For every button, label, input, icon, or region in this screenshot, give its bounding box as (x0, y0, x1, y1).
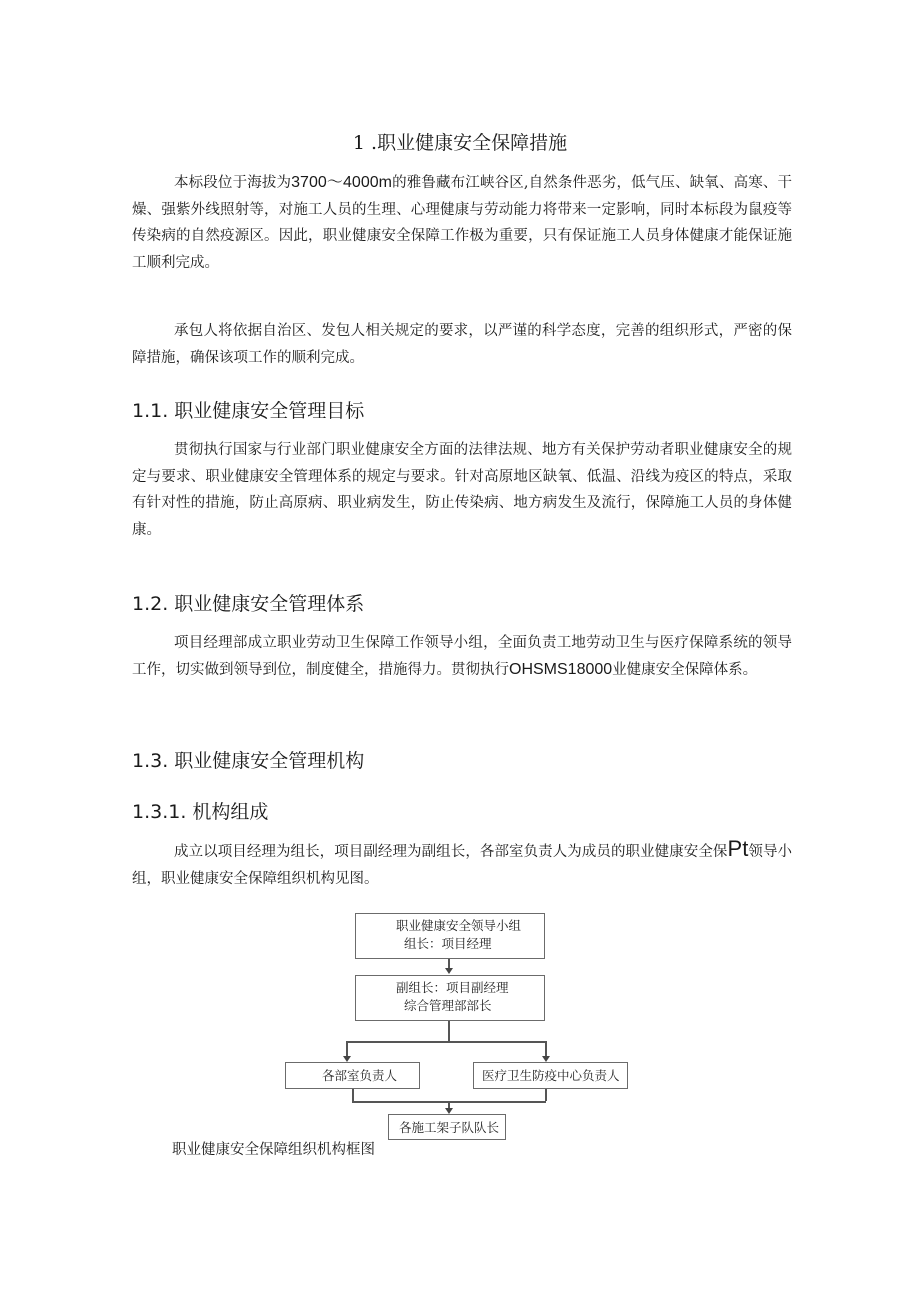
org-box-leadership-group (355, 913, 545, 959)
stray-pt-text: Pt (727, 836, 749, 861)
org-box-department-heads: 各部室负责人 (285, 1062, 420, 1089)
connector-mid (448, 1021, 450, 1041)
section-1-2-body (132, 630, 792, 683)
intro-paragraph-1 (132, 170, 792, 276)
section-1-3-1-heading: 1.3.1. 机构组成 (132, 801, 269, 823)
section-1-3-1-text-b: 领导小组，职业健康安全保障组织机构见图。 (132, 844, 793, 887)
org-chart (280, 905, 640, 1145)
org-box-team-leaders: 各施工架子队队长 (388, 1114, 506, 1140)
page-title: 1 .职业健康安全保障措施 (352, 132, 568, 154)
org-box-leadership-head: 组长：项目经理 (404, 936, 492, 951)
section-1-3-1-text-a: 成立以项目经理为组长，项目副经理为副组长，各部室负责人为成员的职业健康安全保 (174, 844, 728, 860)
connector-branch (346, 1041, 546, 1043)
figure-caption: 职业健康安全保障组织机构框图 (172, 1142, 375, 1158)
section-1-2-text-b: 业健康安全保障体系。 (612, 661, 758, 678)
org-box-medical-center: 医疗卫生防疫中心负责人 (473, 1062, 628, 1089)
section-1-2-heading: 1.2. 职业健康安全管理体系 (132, 593, 365, 615)
connector-left-down (352, 1089, 354, 1101)
intro-text-b: 的雅鲁藏布江峡谷区,自然条件恶劣，低气压、缺氧、高寒、干燥、强紫外线照射等，对施工人员的生理、心理健康与劳动能力将带来一定影响，同时本标段为鼠疫等传染病的自然疫源区。因此，职业健康安全保障工作极为重要，只有保证施工人员身体健康才能保证施工顺利完成。 (132, 175, 793, 271)
org-box-deputy-second: 综合管理部部长 (404, 998, 492, 1013)
org-box-leadership-title: 职业健康安全领导小组 (396, 918, 522, 933)
arrow-down-icon (445, 968, 453, 974)
section-1-1-body: 贯彻执行国家与行业部门职业健康安全方面的法律法规、地方有关保护劳动者职业健康安全的规定与要求、职业健康安全管理体系的规定与要求。针对高原地区缺氧、低温、沿线为疫区的特点，采取有针对性的措施，防止高原病、职业病发生，防止传染病、地方病发生及流行，保障施工人员的身体健康。 (132, 442, 792, 538)
org-box-deputy-title: 副组长：项目副经理 (396, 980, 509, 995)
section-1-1-heading: 1.1. 职业健康安全管理目标 (132, 400, 365, 422)
section-1-3-1-body (132, 836, 792, 892)
standard-code: OHSMS18000 (509, 660, 613, 678)
intro-paragraph-2: 承包人将依据自治区、发包人相关规定的要求，以严谨的科学态度，完善的组织形式，严密的保障措施，确保该项工作的顺利完成。 (132, 323, 792, 366)
section-1-3-heading: 1.3. 职业健康安全管理机构 (132, 750, 365, 772)
intro-text-a: 本标段位于海拔为 (174, 175, 292, 191)
org-box-deputy (355, 975, 545, 1021)
section-1-2-text-a: 项目经理部成立职业劳动卫生保障工作领导小组，全面负责工地劳动卫生与医疗保障系统的领导工作，切实做到领导到位，制度健全，措施得力。贯彻执行 (132, 635, 792, 678)
altitude-value: 3700～4000m (291, 174, 392, 191)
connector-right-down (545, 1089, 547, 1101)
